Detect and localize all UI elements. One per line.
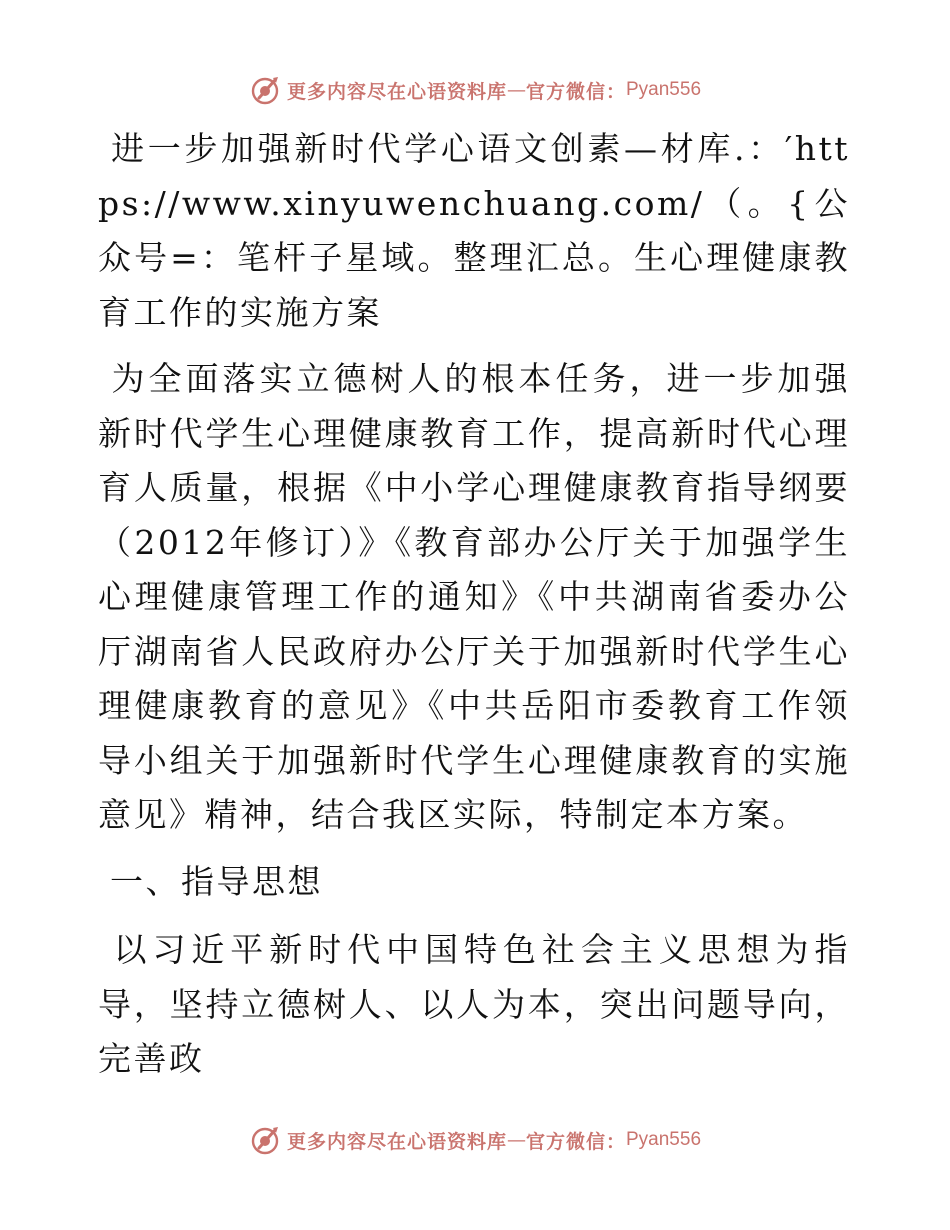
banner-wechat-label: 官方微信： [525, 1130, 626, 1153]
banner-wechat-id: Pyan556 [626, 79, 702, 100]
header-banner [0, 70, 950, 110]
section-paragraph [98, 923, 850, 1087]
banner-wechat-label: 官方微信： [525, 80, 626, 103]
banner-wechat-id: Pyan556 [626, 1129, 702, 1150]
intro-paragraph-text: 为全面落实立德树人的根本任务，进一步加强新时代学生心理健康教育工作，提高新时代心理育人质量，根据《中小学心理健康教育指导纲要（2012年修订）》《教育部办公厅关于加强学生心理健康管理工作的通知》《中共湖南省委办公厅湖南省人民政府办公厅关于加强新时代学生心理健康教育的意见》《中共岳阳市委教育工作领导小组关于加强新时代学生心理健康教育的实施意见》精神，结合我区实际，特制定本方案。 [98, 359, 850, 834]
banner-separator: — [506, 1129, 526, 1151]
document-title [98, 122, 850, 340]
document-title-text: 进一步加强新时代学心语文创素—材库.：′https://www.xinyuwenchuang.com/（。{公众号=：笔杆子星域。整理汇总。生心理健康教育工作的实施方案 [98, 129, 850, 332]
footer-banner [0, 1120, 950, 1160]
document-body [98, 122, 850, 1087]
intro-paragraph [98, 352, 850, 843]
banner-text: 更多内容尽在心语资料库 [286, 80, 507, 103]
section-heading-text: 一、指导思想 [110, 861, 323, 901]
brush-logo-icon [249, 1124, 281, 1156]
brush-logo-icon [249, 74, 281, 106]
section-paragraph-text: 以习近平新时代中国特色社会主义思想为指导，坚持立德树人、以人为本，突出问题导向，完善政 [98, 930, 850, 1078]
banner-separator: — [506, 79, 526, 101]
section-heading-guiding-ideology [98, 855, 850, 910]
banner-text: 更多内容尽在心语资料库 [286, 1130, 507, 1153]
